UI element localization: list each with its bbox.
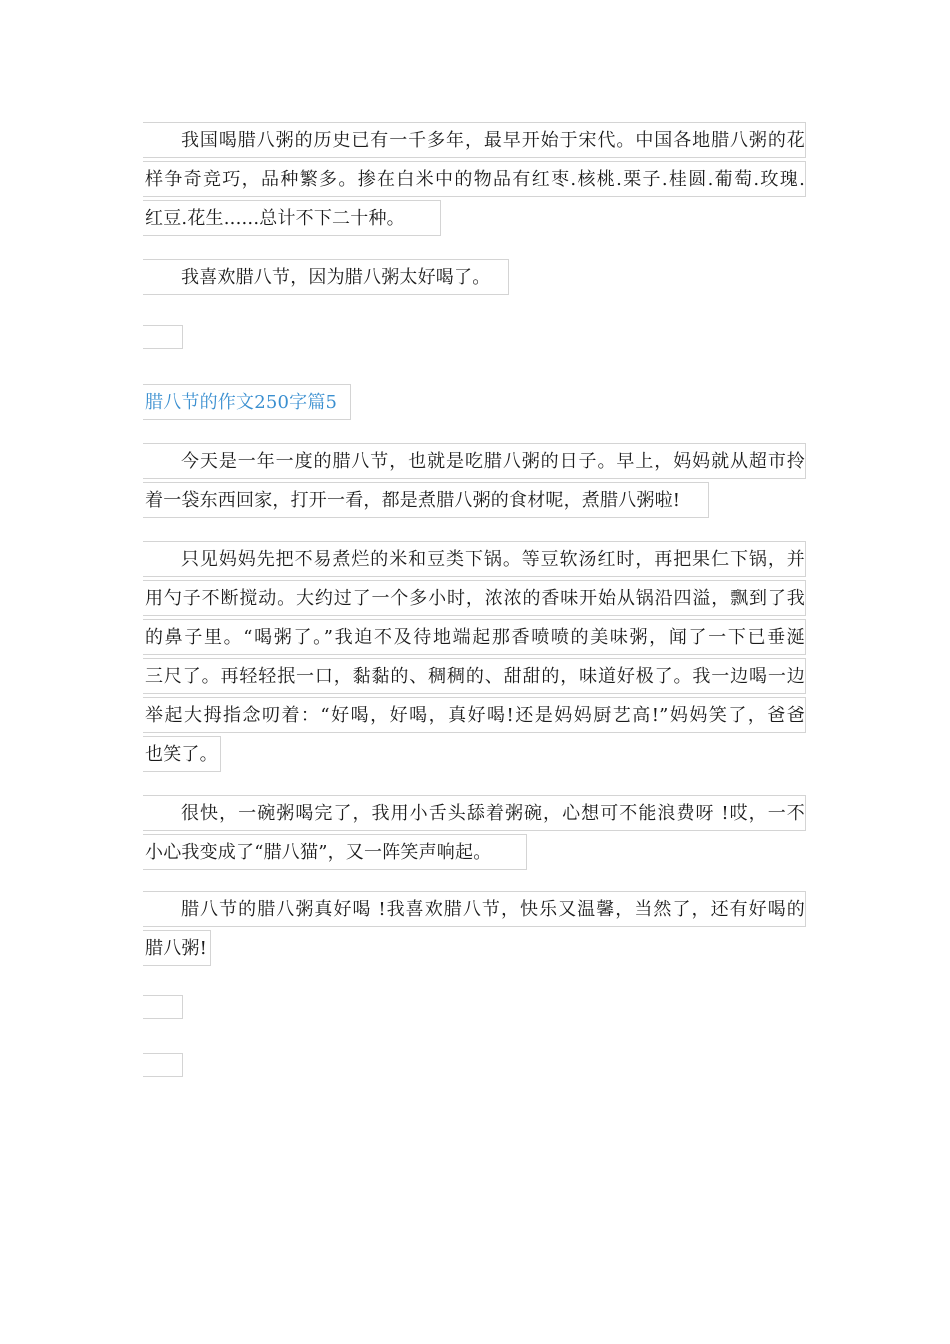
section-heading: 腊八节的作文250字篇5 — [143, 384, 351, 420]
paragraph-line: 我喜欢腊八节，因为腊八粥太好喝了。 — [143, 259, 509, 295]
paragraph-line: 举起大拇指念叨着：“好喝，好喝，真好喝!还是妈妈厨艺高!”妈妈笑了，爸爸 — [143, 697, 806, 733]
paragraph-line: 也笑了。 — [143, 736, 221, 772]
paragraph-line: 三尺了。再轻轻抿一口，黏黏的、稠稠的、甜甜的，味道好极了。我一边喝一边 — [143, 658, 806, 694]
paragraph-line: 的鼻子里。“喝粥了。”我迫不及待地端起那香喷喷的美味粥，闻了一下已垂涎 — [143, 619, 806, 655]
paragraph-line: 用勺子不断搅动。大约过了一个多小时，浓浓的香味开始从锅沿四溢，飘到了我 — [143, 580, 806, 616]
empty-line-box — [143, 995, 183, 1019]
paragraph-line: 红豆.花生......总计不下二十种。 — [143, 200, 441, 236]
paragraph-line: 样争奇竞巧，品种繁多。掺在白米中的物品有红枣.核桃.栗子.桂圆.葡萄.玫瑰. — [143, 161, 806, 197]
paragraph-line: 只见妈妈先把不易煮烂的米和豆类下锅。等豆软汤红时，再把果仁下锅，并 — [143, 541, 806, 577]
empty-line-box — [143, 325, 183, 349]
paragraph-line: 小心我变成了“腊八猫”，又一阵笑声响起。 — [143, 834, 527, 870]
empty-line-box — [143, 1053, 183, 1077]
paragraph-line: 我国喝腊八粥的历史已有一千多年，最早开始于宋代。中国各地腊八粥的花 — [143, 122, 806, 158]
paragraph-line: 腊八粥! — [143, 930, 211, 966]
paragraph-line: 今天是一年一度的腊八节，也就是吃腊八粥的日子。早上，妈妈就从超市拎 — [143, 443, 806, 479]
paragraph-line: 着一袋东西回家，打开一看，都是煮腊八粥的食材呢，煮腊八粥啦! — [143, 482, 709, 518]
paragraph-line: 很快，一碗粥喝完了，我用小舌头舔着粥碗，心想可不能浪费呀 !哎，一不 — [143, 795, 806, 831]
paragraph-line: 腊八节的腊八粥真好喝 !我喜欢腊八节，快乐又温馨，当然了，还有好喝的 — [143, 891, 806, 927]
